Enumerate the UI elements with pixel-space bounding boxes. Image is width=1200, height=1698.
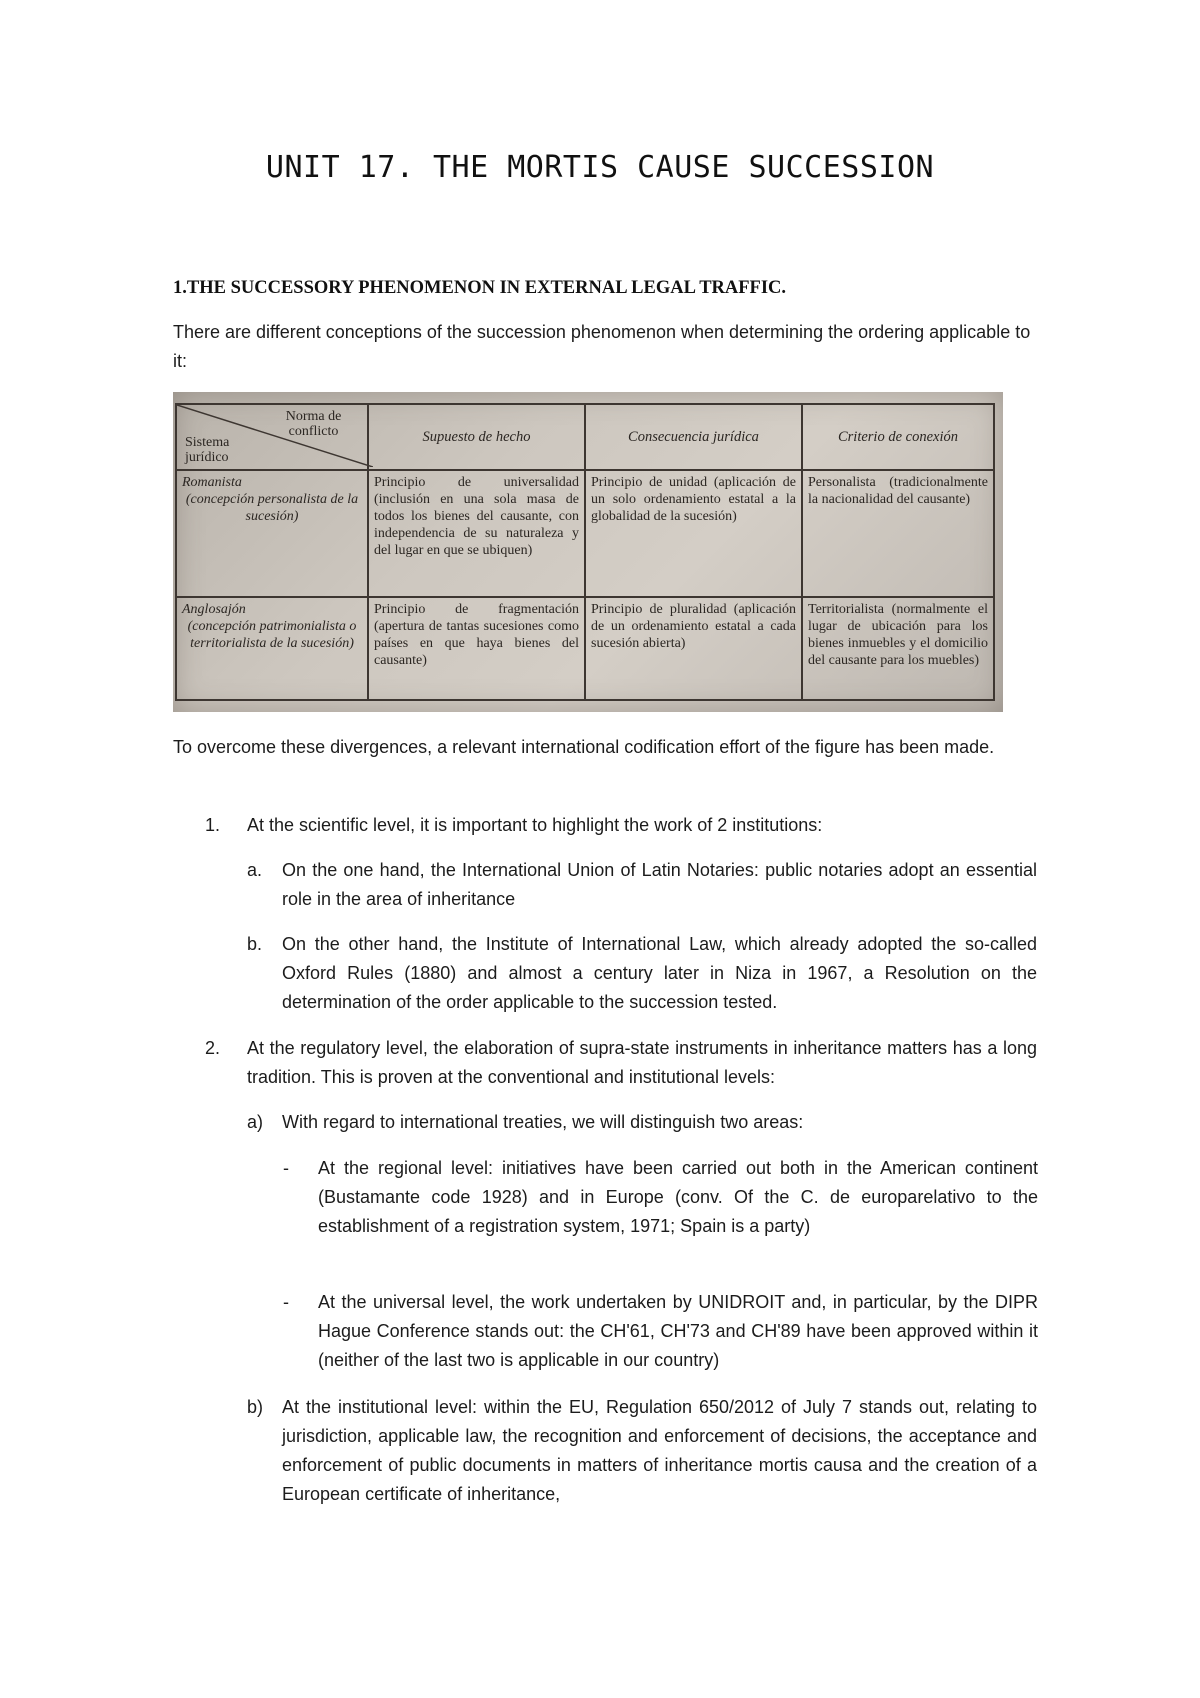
intro-paragraph: There are different conceptions of the succession phenomenon when determining the ordering applicable to it: (173, 322, 1031, 371)
table-header-cell: Criterio de conexión (802, 404, 994, 470)
row-label-subtitle: (concepción patrimonialista o territorialista de la sucesión) (187, 618, 357, 651)
page-title: UNIT 17. THE MORTIS CAUSE SUCCESSION (265, 150, 935, 185)
table-corner-cell (176, 404, 368, 470)
table-cell: Personalista (tradicionalmente la nacionalidad del causante) (802, 470, 994, 597)
table-cell: Territorialista (normalmente el lugar de ubicación para los bienes inmuebles y el domicilio del causante para los muebles) (802, 597, 994, 700)
list-item-text: At the scientific level, it is important to highlight the work of 2 institutions: (247, 815, 823, 835)
table-row (176, 470, 994, 597)
table-cell: Principio de universalidad (inclusión en una sola masa de todos los bienes del causante, con independencia de su naturaleza y del lugar en que se ubiquen) (368, 470, 585, 597)
list-marker: a. (247, 860, 263, 880)
overcome-paragraph: To overcome these divergences, a relevant international codification effort of the figure has been made. (173, 737, 995, 757)
list-marker: b. (247, 934, 263, 954)
list-item-text: On the other hand, the Institute of International Law, which already adopted the so-called Oxford Rules (1880) and almost a century later in Niza in 1967, a Resolution on the determination of the order applicable to the succession tested. (282, 934, 1037, 1012)
list-marker: b) (247, 1397, 264, 1417)
list-item-text: At the universal level, the work undertaken by UNIDROIT and, in particular, by the DIPR Hague Conference stands out: the CH'61, CH'73 and CH'89 have been approved within it (neither of the last two is applicable in our country) (318, 1292, 1038, 1370)
list-marker: a) (247, 1112, 264, 1132)
table-row-label (176, 597, 368, 700)
section-heading: 1.THE SUCCESSORY PHENOMENON IN EXTERNAL LEGAL TRAFFIC. (173, 278, 787, 298)
corner-bottom-label: Sistema jurídico (185, 435, 230, 465)
succession-conceptions-table (175, 403, 995, 701)
corner-top-label: Norma de conflicto (285, 409, 342, 439)
list-item-text: On the one hand, the International Union of Latin Notaries: public notaries adopt an essential role in the area of inheritance (282, 860, 1037, 909)
list-item-text: At the institutional level: within the EU, Regulation 650/2012 of July 7 stands out, relating to jurisdiction, applicable law, the recognition and enforcement of decisions, the acceptance and enforcement of public documents in matters of inheritance mortis causa and the creation of a European certificate of inheritance, (282, 1397, 1037, 1504)
list-item-text: At the regional level: initiatives have been carried out both in the American continent (Bustamante code 1928) and in Europe (conv. Of the C. de europarelativo to the establishment of a registration system, 1971; Spain is a party) (318, 1158, 1038, 1236)
row-label-subtitle: (concepción personalista de la sucesión) (185, 492, 359, 524)
list-marker: 1. (205, 815, 221, 835)
table-photo (173, 392, 1003, 712)
table-header-cell: Supuesto de hecho (368, 404, 585, 470)
list-marker: - (283, 1158, 289, 1178)
list-item-text: At the regulatory level, the elaboration of supra-state instruments in inheritance matters has a long tradition. This is proven at the conventional and institutional levels: (247, 1038, 1037, 1087)
list-item-text: With regard to international treaties, we will distinguish two areas: (282, 1112, 804, 1132)
table-row (176, 597, 994, 700)
list-marker: - (283, 1292, 289, 1312)
table-row-label (176, 470, 368, 597)
table-cell: Principio de fragmentación (apertura de tantas sucesiones como países en que haya bienes del causante) (368, 597, 585, 700)
table-cell: Principio de pluralidad (aplicación de un ordenamiento estatal a cada sucesión abierta) (585, 597, 802, 700)
row-label-title: Anglosajón (182, 601, 246, 617)
table-header-row (176, 404, 994, 470)
table-cell: Principio de unidad (aplicación de un solo ordenamiento estatal a la globalidad de la sucesión) (585, 470, 802, 597)
table-header-cell: Consecuencia jurídica (585, 404, 802, 470)
list-marker: 2. (205, 1038, 221, 1058)
row-label-title: Romanista (182, 475, 242, 490)
